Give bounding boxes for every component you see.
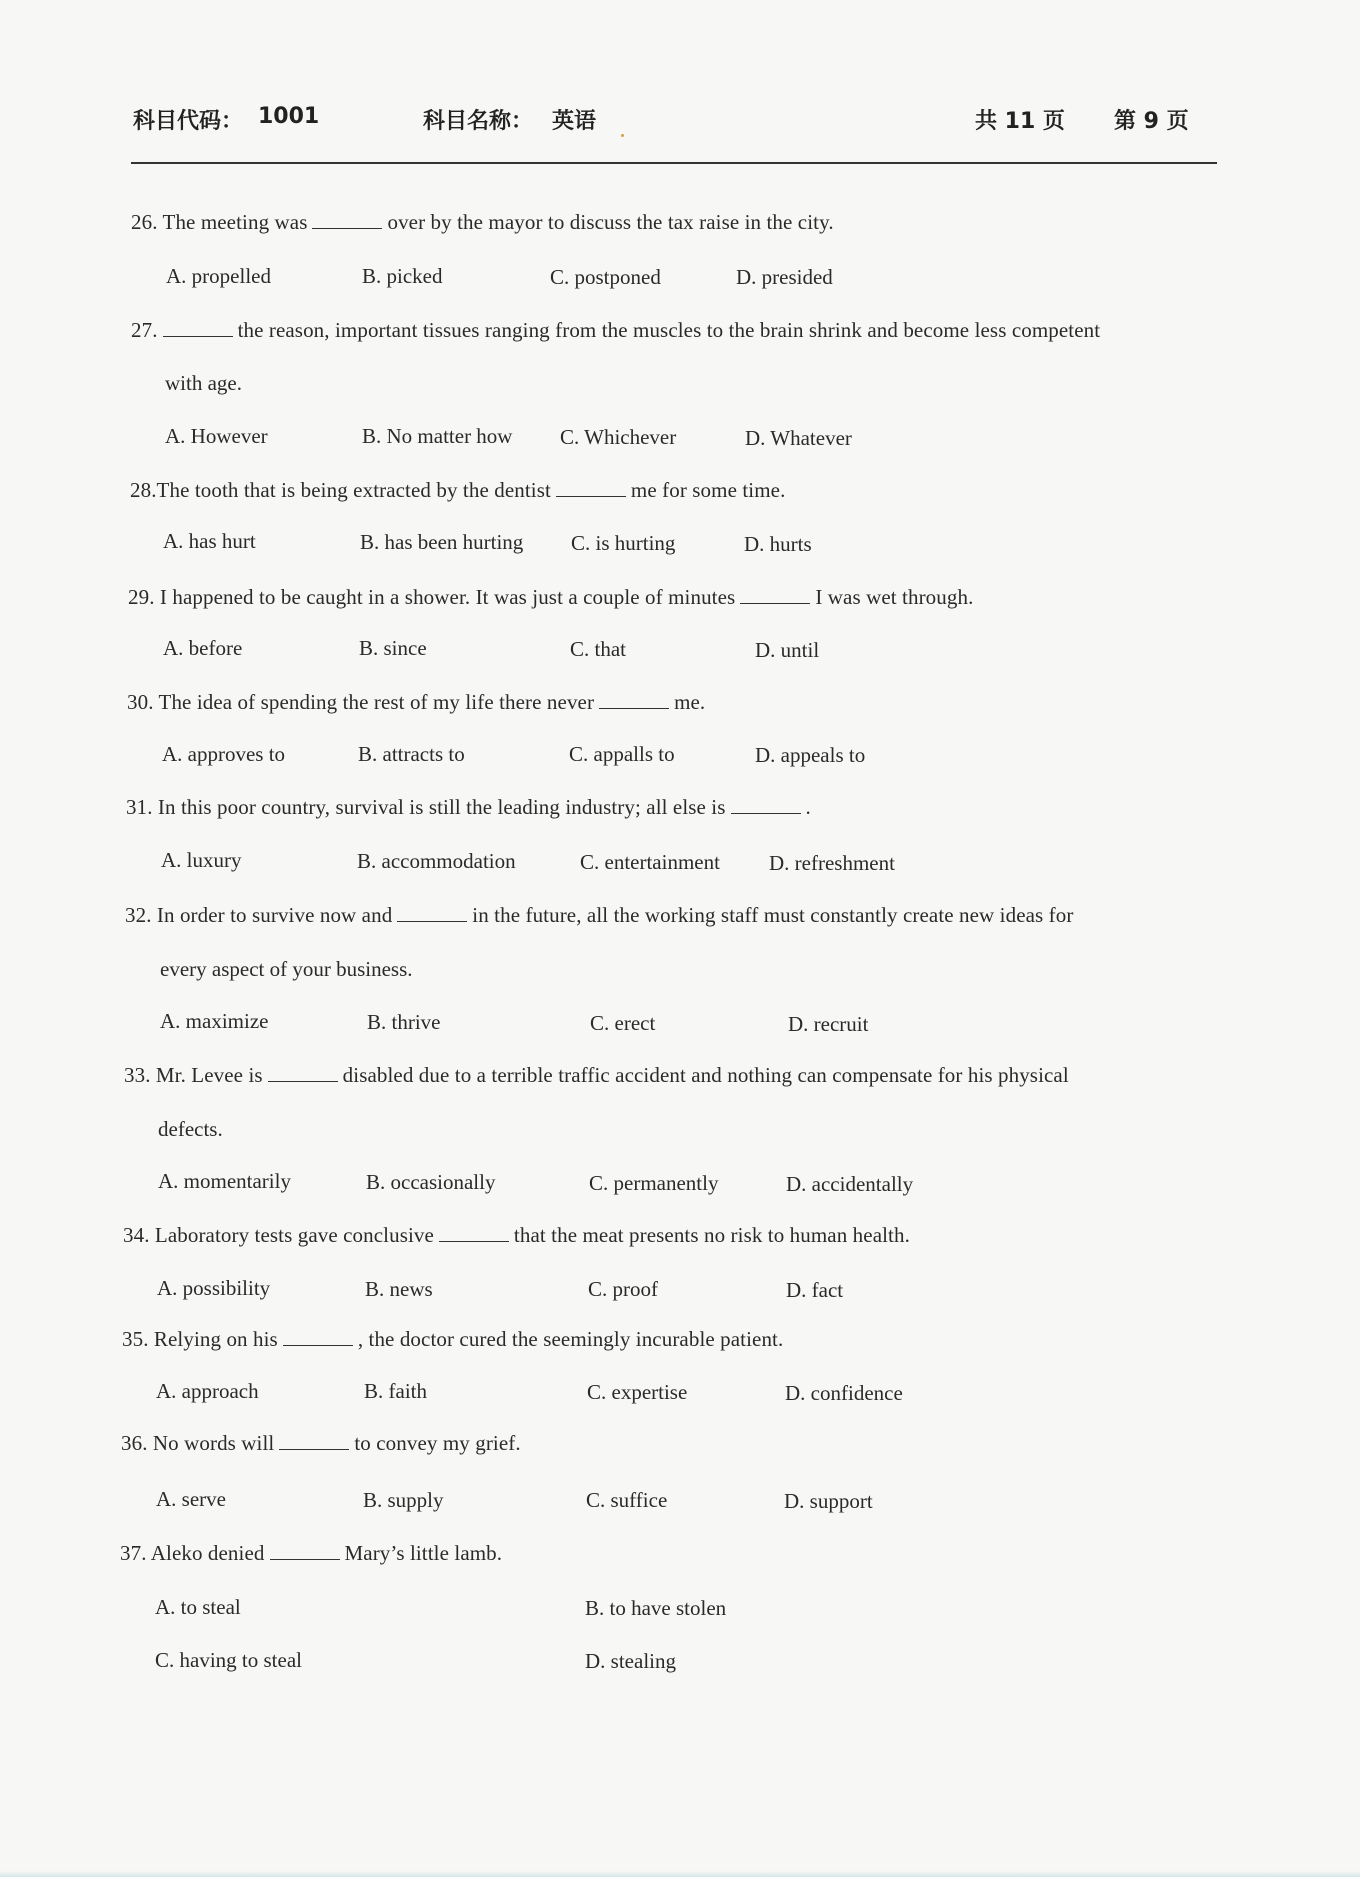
option-d: D. fact: [786, 1278, 844, 1302]
option-b: B. supply: [363, 1488, 444, 1512]
answer-blank: [397, 903, 467, 922]
scan-edge: [0, 1871, 1360, 1877]
header-divider: [131, 162, 1217, 164]
question-text: in the future, all the working staff must constantly create new ideas for: [472, 903, 1074, 927]
option-a: A. However: [165, 424, 268, 448]
page-number: 第 9 页: [1114, 109, 1189, 134]
question-text: 37. Aleko denied: [120, 1541, 265, 1565]
question-text: 36. No words will: [121, 1431, 275, 1455]
question-text: 35. Relying on his: [122, 1327, 278, 1351]
option-b: B. accommodation: [357, 849, 516, 873]
option-c: C. permanently: [589, 1171, 719, 1195]
question-text: , the doctor cured the seemingly incurable patient.: [357, 1327, 784, 1351]
answer-blank: [270, 1541, 340, 1560]
option-a: A. has hurt: [163, 529, 256, 553]
question-31: [126, 795, 811, 820]
question-27: [131, 318, 1100, 343]
answer-blank: [268, 1063, 338, 1082]
question-text: 29. I happened to be caught in a shower. It was just a couple of minutes: [128, 585, 736, 609]
option-b: B. No matter how: [362, 424, 513, 448]
question-37: [120, 1541, 502, 1566]
option-d: D. Whatever: [745, 426, 852, 450]
option-b: B. news: [365, 1277, 433, 1301]
option-b: B. occasionally: [366, 1170, 496, 1194]
option-d: D. recruit: [788, 1012, 869, 1036]
question-text: over by the mayor to discuss the tax raise in the city.: [387, 210, 834, 234]
answer-blank: [556, 478, 626, 497]
question-text: 33. Mr. Levee is: [124, 1063, 263, 1087]
question-text: I was wet through.: [815, 585, 974, 609]
option-b: B. has been hurting: [360, 530, 524, 554]
option-d: D. until: [755, 638, 820, 662]
option-b: B. attracts to: [358, 742, 465, 766]
option-a: A. propelled: [166, 264, 271, 288]
option-c: C. is hurting: [571, 531, 676, 555]
question-26: [131, 210, 834, 235]
option-a: A. possibility: [157, 1276, 271, 1300]
option-b: B. picked: [362, 264, 443, 288]
question-text: disabled due to a terrible traffic accident and nothing can compensate for his physical: [342, 1063, 1069, 1087]
ink-speck: [621, 134, 624, 137]
question-text: .: [805, 795, 811, 819]
option-a: A. before: [163, 636, 243, 660]
option-b: B. since: [359, 636, 427, 660]
question-text: 27.: [131, 318, 158, 342]
question-text: 31. In this poor country, survival is still the leading industry; all else is: [126, 795, 726, 819]
answer-blank: [740, 585, 810, 604]
option-b: B. to have stolen: [585, 1596, 727, 1620]
question-text: 30. The idea of spending the rest of my life there never: [127, 690, 595, 714]
option-b: B. thrive: [367, 1010, 441, 1034]
question-32: [125, 903, 1073, 928]
answer-blank: [163, 318, 233, 337]
question-text: 32. In order to survive now and: [125, 903, 393, 927]
subject-name-label: 科目名称：: [423, 109, 534, 134]
total-pages: 共 11 页: [975, 109, 1065, 134]
option-d: D. stealing: [585, 1649, 676, 1673]
question-text: Mary’s little lamb.: [344, 1541, 503, 1565]
option-c: C. suffice: [586, 1488, 668, 1512]
question-35: [122, 1327, 783, 1352]
option-c: C. erect: [590, 1011, 656, 1035]
option-d: D. support: [784, 1489, 873, 1513]
subject-code: 1001: [258, 104, 320, 129]
option-c: C. expertise: [587, 1380, 688, 1404]
option-d: D. confidence: [785, 1381, 903, 1405]
answer-blank: [283, 1327, 353, 1346]
question-text: to convey my grief.: [354, 1431, 521, 1455]
option-c: C. appalls to: [569, 742, 675, 766]
subject-code-label: 科目代码：: [133, 109, 244, 134]
option-a: A. approves to: [162, 742, 286, 766]
question-text: that the meat presents no risk to human health.: [513, 1223, 910, 1247]
option-b: B. faith: [364, 1379, 427, 1403]
answer-blank: [279, 1431, 349, 1450]
question-text: me for some time.: [630, 478, 786, 502]
question-text: 34. Laboratory tests gave conclusive: [123, 1223, 434, 1247]
question-32-continuation: every aspect of your business.: [160, 957, 413, 981]
option-c: C. postponed: [550, 265, 661, 289]
question-30: [127, 690, 705, 715]
answer-blank: [312, 210, 382, 229]
answer-blank: [599, 690, 669, 709]
question-33: [124, 1063, 1069, 1088]
option-a: A. momentarily: [158, 1169, 291, 1193]
question-text: the reason, important tissues ranging from the muscles to the brain shrink and become less competent: [237, 318, 1101, 342]
option-d: D. accidentally: [786, 1172, 914, 1196]
option-d: D. appeals to: [755, 743, 866, 767]
answer-blank: [439, 1223, 509, 1242]
option-d: D. refreshment: [769, 851, 895, 875]
question-text: 26. The meeting was: [131, 210, 308, 234]
option-c: C. proof: [588, 1277, 658, 1301]
question-text: 28.The tooth that is being extracted by the dentist: [130, 478, 551, 502]
question-28: [130, 478, 785, 503]
question-36: [121, 1431, 521, 1456]
option-a: A. luxury: [161, 848, 242, 872]
question-34: [123, 1223, 910, 1248]
option-c: C. having to steal: [155, 1648, 302, 1672]
question-27-continuation: with age.: [165, 371, 242, 395]
option-c: C. entertainment: [580, 850, 720, 874]
option-a: A. approach: [156, 1379, 259, 1403]
option-a: A. serve: [156, 1487, 226, 1511]
option-a: A. maximize: [160, 1009, 269, 1033]
question-29: [128, 585, 973, 610]
option-d: D. hurts: [744, 532, 812, 556]
question-33-continuation: defects.: [158, 1117, 223, 1141]
option-a: A. to steal: [155, 1595, 241, 1619]
question-text: me.: [674, 690, 706, 714]
option-d: D. presided: [736, 265, 833, 289]
subject-name: 英语: [552, 109, 597, 134]
option-c: C. that: [570, 637, 626, 661]
option-c: C. Whichever: [560, 425, 677, 449]
answer-blank: [731, 795, 801, 814]
